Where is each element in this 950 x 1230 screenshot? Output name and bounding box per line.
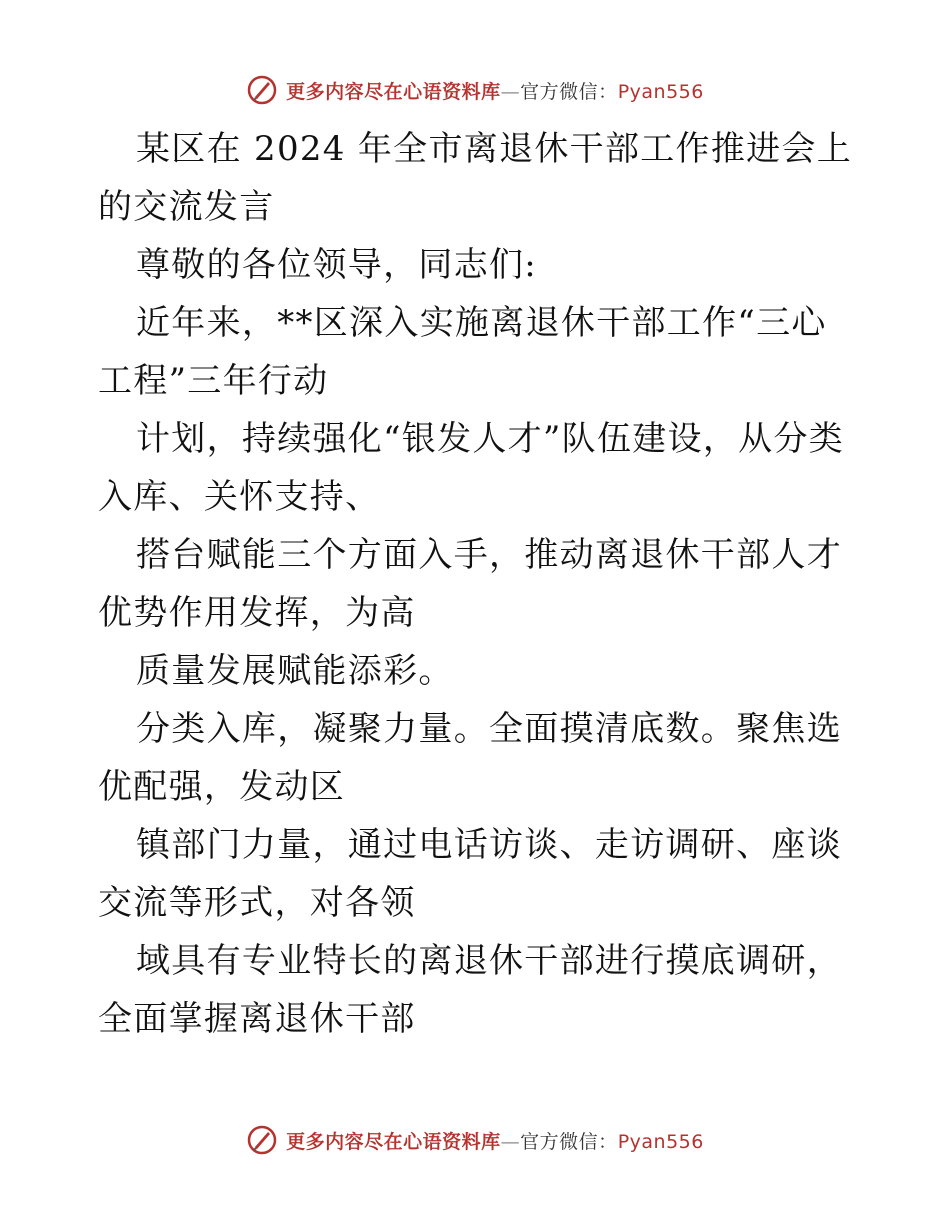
- watermark-wechat-label: 官方微信：: [520, 80, 618, 103]
- paragraph: 近年来，**区深入实施离退休干部工作“三心工程”三年行动: [98, 303, 827, 401]
- watermark-wechat-id: Pyan556: [617, 1130, 704, 1153]
- paragraph: 分类入库，凝聚力量。全面摸清底数。聚焦选优配强，发动区: [98, 709, 842, 807]
- paragraph: 搭台赋能三个方面入手，推动离退休干部人才优势作用发挥，为高: [98, 535, 842, 633]
- paragraph: 计划，持续强化“银发人才”队伍建设，从分类入库、关怀支持、: [98, 419, 845, 517]
- watermark-text: [286, 1127, 704, 1154]
- watermark-wechat-id: Pyan556: [617, 80, 704, 103]
- watermark-brand: 更多内容尽在心语资料库: [286, 80, 501, 103]
- paragraph: 镇部门力量，通过电话访谈、走访调研、座谈交流等形式，对各领: [98, 825, 842, 923]
- footer-watermark: [0, 1120, 950, 1160]
- watermark-separator: —: [500, 80, 521, 103]
- watermark-wechat-label: 官方微信：: [520, 1130, 618, 1153]
- document-body: [98, 120, 858, 1048]
- paragraph: 质量发展赋能添彩。: [136, 651, 454, 691]
- paragraph-salutation: 尊敬的各位领导，同志们:: [136, 245, 538, 285]
- paragraph: 域具有专业特长的离退休干部进行摸底调研，全面掌握离退休干部: [98, 941, 842, 1039]
- watermark-separator: —: [500, 1130, 521, 1153]
- watermark-text: [286, 77, 704, 104]
- paragraph-title: 某区在 2024 年全市离退休干部工作推进会上的交流发言: [98, 129, 853, 227]
- header-watermark: [0, 70, 950, 110]
- watermark-brand: 更多内容尽在心语资料库: [286, 1130, 501, 1153]
- quill-logo-icon: [246, 1124, 278, 1156]
- quill-logo-icon: [246, 74, 278, 106]
